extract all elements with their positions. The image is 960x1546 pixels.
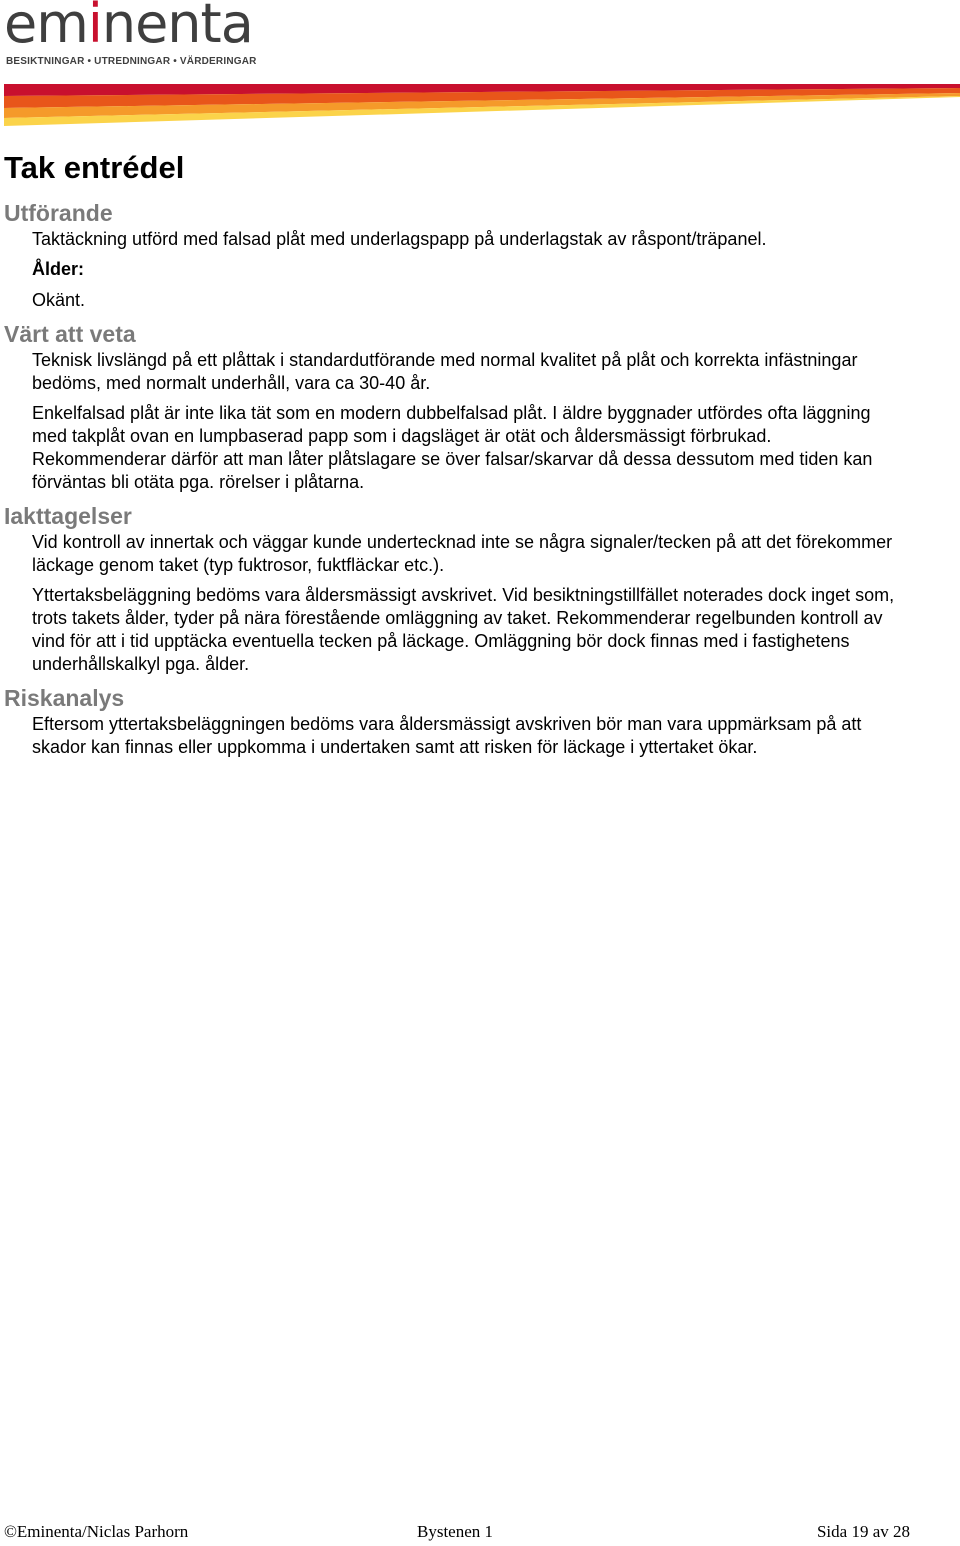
- header-banner: [4, 84, 960, 126]
- section-heading: Riskanalys: [4, 685, 125, 711]
- paragraph: Enkelfalsad plåt är inte lika tät som en modern dubbelfalsad plåt. I äldre byggnader utfördes ofta läggning med takplåt ovan en lumpbaserad papp som i dagsläget är otät och åldersmässigt förbrukad. Rekommenderar därför att man låter plåtslagare se över falsar/skarvar då dessa dessutom med tiden kan förväntas bli otäta pga. rörelser i plåtarna.: [32, 403, 873, 492]
- section-vart-att-veta: [4, 319, 909, 494]
- paragraph: Teknisk livslängd på ett plåttak i standardutförande med normal kvalitet på plåt och korrekta infästningar bedöms, med normalt underhåll, vara ca 30-40 år.: [32, 350, 858, 393]
- paragraph: Yttertaksbeläggning bedöms vara åldersmässigt avskrivet. Vid besiktningstillfället noterades dock inget som, trots takets ålder, tyder på nära förestående omläggning av taket. Rekommenderar regelbunden kontroll av vind för att i tid upptäcka eventuella tecken på läckage. Omläggning bör dock finnas med i fastighetens underhållskalkyl pga. ålder.: [32, 585, 895, 674]
- logo-wordmark: eminenta: [4, 0, 253, 55]
- footer-copyright: ©Eminenta/Niclas Parhorn: [4, 1522, 189, 1541]
- section-heading: Värt att veta: [4, 321, 136, 347]
- page-title: Tak entrédel: [4, 150, 185, 185]
- age-value: Okänt.: [32, 290, 86, 310]
- footer-page-number: Sida 19 av 28: [816, 1522, 910, 1541]
- document-body: [4, 198, 909, 766]
- page-footer: [4, 1522, 910, 1542]
- section-iakttagelser: [4, 501, 909, 676]
- age-label: Ålder:: [32, 259, 85, 279]
- section-heading: Utförande: [4, 200, 113, 226]
- paragraph: Taktäckning utförd med falsad plåt med underlagspapp på underlagstak av råspont/träpanel.: [32, 229, 767, 249]
- logo-tagline: BESIKTNINGAR • UTREDNINGAR • VÄRDERINGAR: [6, 56, 257, 67]
- company-logo: [4, 0, 257, 72]
- paragraph: Vid kontroll av innertak och väggar kunde undertecknad inte se några signaler/tecken på att det förekommer läckage genom taket (typ fuktrosor, fuktfläckar etc.).: [32, 532, 893, 575]
- paragraph: Eftersom yttertaksbeläggningen bedöms vara åldersmässigt avskriven bör man vara uppmärksam på att skador kan finnas eller uppkomma i undertaken samt att risken för läckage i yttertaket ökar.: [32, 714, 862, 757]
- footer-property: Bystenen 1: [417, 1522, 494, 1541]
- section-utforande: [4, 198, 909, 312]
- section-heading: Iakttagelser: [4, 503, 132, 529]
- section-riskanalys: [4, 683, 909, 759]
